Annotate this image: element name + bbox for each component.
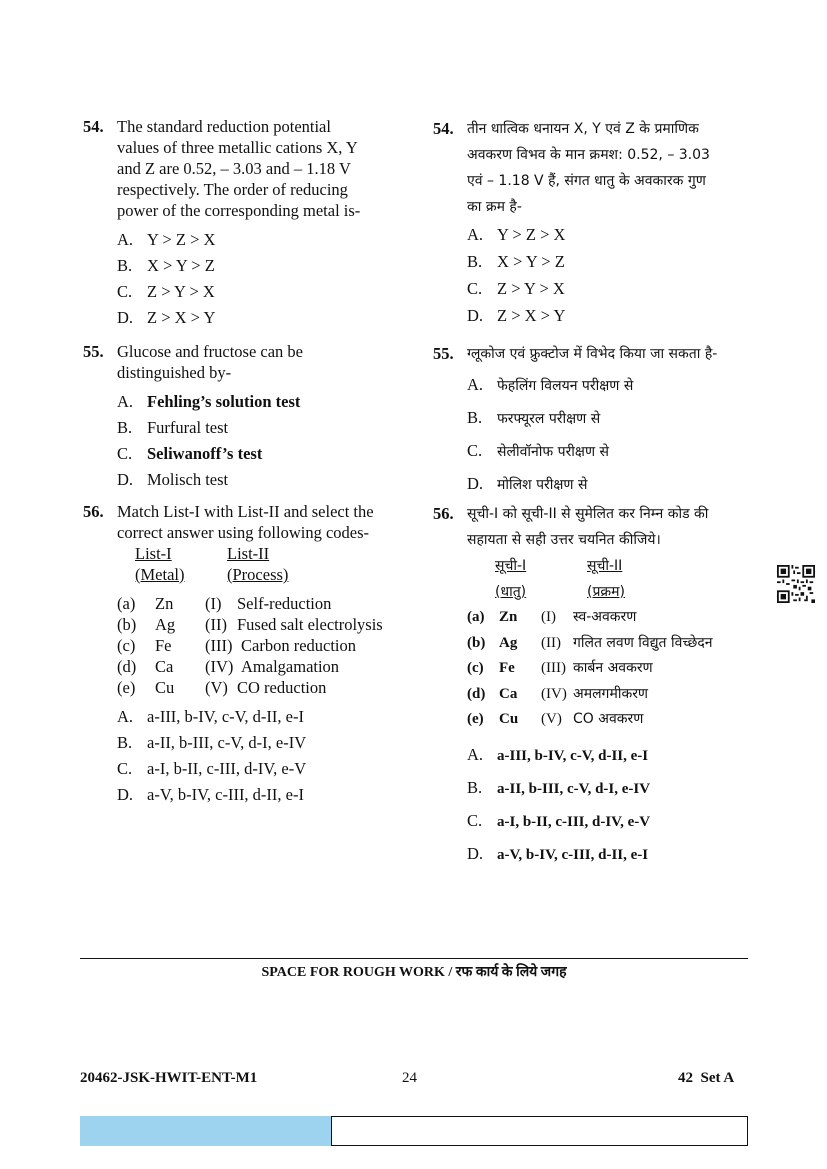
left-item: Cu (499, 711, 519, 727)
question-55-english (83, 341, 403, 501)
right-item: कार्बन अवकरण (573, 660, 653, 676)
stem-line: values of three metallic cations X, Y (117, 138, 358, 157)
option-text: a-I, b-II, c-III, d-IV, e-V (497, 813, 651, 830)
right-key: (V) (541, 711, 562, 727)
option-text: फरफ्यूरल परीक्षण से (497, 411, 601, 427)
stem-line: सहायता से सही उत्तर चयनित कीजिये। (467, 532, 661, 548)
footer-paper-code: 20462-JSK-HWIT-ENT-M1 (80, 1070, 258, 1086)
option-letter: D. (467, 306, 484, 325)
option-letter: C. (467, 279, 483, 298)
option-letter: D. (117, 785, 134, 804)
option-letter: C. (117, 282, 133, 301)
right-item: गलित लवण विद्युत विच्छेदन (573, 634, 713, 651)
left-item: Ag (499, 634, 518, 651)
option-letter: B. (117, 256, 133, 275)
list-1-subtitle: (Metal) (135, 565, 185, 584)
footer-color-bar (80, 1116, 331, 1146)
right-key: (V) (205, 678, 228, 697)
option-text: a-III, b-IV, c-V, d-II, e-I (147, 707, 304, 726)
left-key: (d) (467, 685, 486, 702)
right-key: (II) (541, 634, 561, 651)
right-key: (IV) (541, 685, 567, 702)
footer-set: 42 Set A (678, 1070, 735, 1086)
option-text: a-V, b-IV, c-III, d-II, e-I (497, 846, 649, 863)
left-key: (d) (117, 657, 137, 676)
option-text: Y > Z > X (147, 230, 216, 249)
option-letter: A. (467, 375, 484, 394)
right-item: अमलगमीकरण (573, 685, 649, 702)
left-key: (e) (467, 711, 484, 727)
question-56-english (83, 501, 403, 808)
question-55-hindi (433, 341, 763, 501)
option-c (117, 756, 403, 782)
question-number: 56. (83, 502, 104, 521)
footer-empty-box (331, 1116, 748, 1146)
match-row (117, 593, 403, 614)
stem-line: ग्लूकोज एवं फ्रुक्टोज में विभेद किया जा सकता है- (467, 346, 718, 362)
option-d (467, 303, 763, 330)
option-letter: C. (117, 759, 133, 778)
option-text: Fehling’s solution test (147, 392, 301, 411)
left-item: Cu (155, 678, 175, 697)
option-a (467, 369, 763, 402)
stem-line: Glucose and fructose can be (117, 342, 304, 361)
list-headers (495, 553, 763, 605)
option-letter: A. (467, 744, 484, 764)
right-key: (IV) (205, 657, 234, 676)
option-b (467, 402, 763, 435)
rough-work-label: SPACE FOR ROUGH WORK / रफ कार्य के लिये जगह (261, 965, 567, 980)
match-row (117, 614, 403, 635)
option-text: X > Y > Z (497, 252, 565, 271)
option-b (117, 730, 403, 756)
option-c (117, 279, 403, 305)
question-stem (117, 116, 403, 221)
match-row (117, 656, 403, 677)
option-d (467, 468, 763, 501)
stem-line: एवं – 1.18 V हैं, संगत धातु के अवकारक गुण (467, 173, 706, 189)
list-2-subtitle: (प्रक्रम) (587, 584, 626, 600)
list-headers (135, 543, 403, 585)
footer-page-number: 24 (402, 1070, 417, 1086)
option-b (467, 249, 763, 276)
option-d (117, 305, 403, 331)
list-1-title: List-I (135, 544, 172, 563)
right-key: (I) (541, 609, 556, 625)
stem-line: सूची-I को सूची-II से सुमेलित कर निम्न कोड की (467, 506, 709, 522)
list-2-title: List-II (227, 544, 270, 563)
stem-line: का क्रम है- (467, 199, 522, 215)
list-1-subtitle: (धातु) (495, 584, 527, 600)
option-text: a-III, b-IV, c-V, d-II, e-I (497, 747, 649, 764)
match-row (467, 682, 763, 708)
match-row (467, 656, 763, 682)
question-stem (467, 116, 763, 220)
option-b (117, 253, 403, 279)
left-item: Ag (155, 615, 176, 634)
right-key: (III) (541, 660, 566, 676)
left-item: Ca (155, 657, 174, 676)
option-letter: A. (117, 707, 134, 726)
option-text: a-II, b-III, c-V, d-I, e-IV (147, 733, 307, 752)
option-d (117, 782, 403, 808)
option-text: Z > X > Y (497, 306, 566, 325)
question-number: 55. (83, 342, 104, 361)
option-text: फेहलिंग विलयन परीक्षण से (497, 378, 634, 394)
option-text: Furfural test (147, 418, 229, 437)
option-letter: D. (467, 843, 484, 863)
option-letter: D. (117, 308, 134, 327)
left-item: Fe (499, 660, 515, 676)
option-b (117, 415, 403, 441)
left-key: (b) (117, 615, 137, 634)
stem-line: Match List-I with List-II and select the (117, 502, 374, 521)
match-row (467, 605, 763, 631)
option-text: a-V, b-IV, c-III, d-II, e-I (147, 785, 304, 804)
question-number: 55. (433, 344, 454, 363)
stem-line: distinguished by- (117, 363, 232, 382)
option-a (467, 739, 763, 772)
option-letter: B. (117, 418, 133, 437)
question-number: 54. (433, 119, 454, 138)
qr-code-icon (777, 565, 815, 603)
question-stem (467, 501, 763, 553)
option-letter: A. (117, 392, 134, 411)
left-key: (c) (117, 636, 136, 655)
question-stem (117, 501, 403, 543)
option-letter: D. (117, 470, 134, 489)
rough-work-divider (80, 958, 748, 959)
option-c (467, 276, 763, 303)
option-letter: C. (117, 444, 133, 463)
match-table (467, 605, 763, 733)
left-item: Zn (155, 594, 174, 613)
right-key: (I) (205, 594, 222, 613)
stem-line: अवकरण विभव के मान क्रमश: 0.52, – 3.03 (467, 147, 710, 163)
match-row (467, 707, 763, 733)
question-stem (117, 341, 403, 383)
question-54-english (83, 116, 403, 341)
right-item: Fused salt electrolysis (237, 615, 383, 634)
right-key: (III) (205, 636, 233, 655)
question-stem (467, 341, 763, 367)
english-column (83, 116, 403, 808)
option-c (467, 805, 763, 838)
option-b (467, 772, 763, 805)
right-item: CO अवकरण (573, 711, 644, 727)
question-54-hindi (433, 116, 763, 341)
option-text: a-II, b-III, c-V, d-I, e-IV (497, 780, 651, 797)
hindi-column (433, 116, 763, 871)
option-letter: C. (467, 810, 483, 830)
right-key: (II) (205, 615, 227, 634)
option-text: सेलीवॉनोफ परीक्षण से (497, 444, 610, 460)
right-item: Self-reduction (237, 594, 332, 613)
match-row (117, 677, 403, 698)
left-key: (e) (117, 678, 136, 697)
option-text: Seliwanoff’s test (147, 444, 263, 463)
option-c (117, 441, 403, 467)
option-d (467, 838, 763, 871)
right-item: CO reduction (237, 678, 327, 697)
option-letter: A. (117, 230, 134, 249)
option-a (117, 389, 403, 415)
left-item: Ca (499, 685, 518, 702)
option-letter: B. (467, 408, 483, 427)
left-item: Fe (155, 636, 172, 655)
option-text: Z > X > Y (147, 308, 216, 327)
list-2-subtitle: (Process) (227, 565, 289, 584)
match-row (467, 631, 763, 657)
option-letter: B. (117, 733, 133, 752)
option-letter: B. (467, 252, 483, 271)
option-text: Z > Y > X (147, 282, 215, 301)
stem-line: respectively. The order of reducing (117, 180, 348, 199)
stem-line: correct answer using following codes- (117, 523, 370, 542)
option-text: मोलिश परीक्षण से (497, 477, 588, 493)
option-a (117, 227, 403, 253)
left-item: Zn (499, 609, 518, 625)
option-letter: D. (467, 474, 484, 493)
left-key: (a) (117, 594, 136, 613)
option-text: X > Y > Z (147, 256, 215, 275)
left-key: (c) (467, 660, 484, 676)
option-letter: C. (467, 441, 483, 460)
option-text: a-I, b-II, c-III, d-IV, e-V (147, 759, 307, 778)
match-table (117, 593, 403, 698)
option-letter: B. (467, 777, 483, 797)
option-a (467, 222, 763, 249)
left-key: (a) (467, 609, 485, 625)
option-text: Y > Z > X (497, 225, 566, 244)
right-item: स्व-अवकरण (573, 609, 637, 625)
option-text: Z > Y > X (497, 279, 565, 298)
option-c (467, 435, 763, 468)
list-1-title: सूची-I (495, 558, 527, 574)
option-text: Molisch test (147, 470, 229, 489)
option-letter: A. (467, 225, 484, 244)
stem-line: power of the corresponding metal is- (117, 201, 361, 220)
option-d (117, 467, 403, 493)
question-number: 56. (433, 504, 454, 523)
option-a (117, 704, 403, 730)
stem-line: The standard reduction potential (117, 117, 331, 136)
right-item: Amalgamation (241, 657, 340, 676)
list-2-title: सूची-II (587, 558, 623, 574)
question-56-hindi (433, 501, 763, 871)
stem-line: and Z are 0.52, – 3.03 and – 1.18 V (117, 159, 351, 178)
stem-line: तीन धात्विक धनायन X, Y एवं Z के प्रमाणिक (467, 121, 699, 137)
match-row (117, 635, 403, 656)
right-item: Carbon reduction (241, 636, 357, 655)
question-number: 54. (83, 117, 104, 136)
left-key: (b) (467, 634, 486, 651)
